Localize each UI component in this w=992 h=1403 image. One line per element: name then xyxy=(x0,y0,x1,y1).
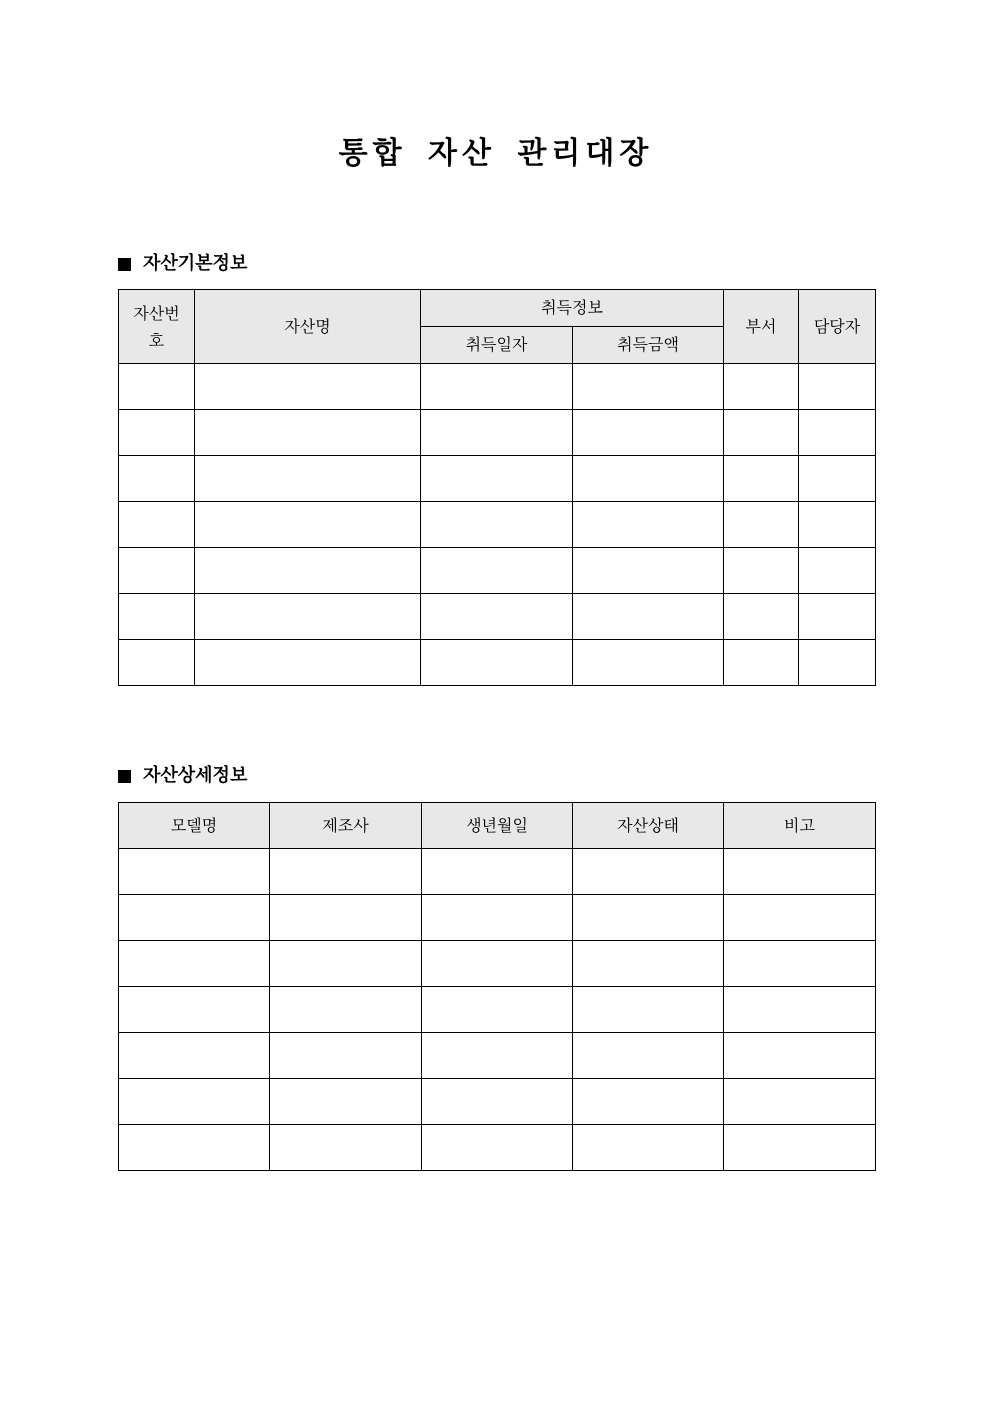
detail-info-cell-manufacturer[interactable] xyxy=(270,1125,422,1171)
detail-info-cell-manufacturer[interactable] xyxy=(270,895,422,941)
header-acquisition-amount: 취득금액 xyxy=(573,327,724,364)
basic-info-row xyxy=(119,456,876,502)
detail-info-row xyxy=(119,849,876,895)
basic-info-cell-department[interactable] xyxy=(724,548,799,594)
basic-info-row xyxy=(119,594,876,640)
basic-info-cell-acquisition-date[interactable] xyxy=(421,364,573,410)
basic-info-cell-acquisition-date[interactable] xyxy=(421,640,573,686)
basic-info-cell-manager[interactable] xyxy=(799,410,876,456)
basic-info-cell-asset-name[interactable] xyxy=(195,548,421,594)
detail-info-cell-manufacturer[interactable] xyxy=(270,1079,422,1125)
basic-info-cell-manager[interactable] xyxy=(799,502,876,548)
detail-info-row xyxy=(119,941,876,987)
basic-info-cell-asset-number[interactable] xyxy=(119,640,195,686)
basic-info-cell-department[interactable] xyxy=(724,410,799,456)
detail-info-cell-manufacturer[interactable] xyxy=(270,1033,422,1079)
detail-info-cell-birth-date[interactable] xyxy=(422,1125,573,1171)
basic-info-cell-asset-name[interactable] xyxy=(195,640,421,686)
basic-info-cell-asset-name[interactable] xyxy=(195,502,421,548)
basic-info-row xyxy=(119,364,876,410)
detail-info-cell-asset-status[interactable] xyxy=(573,941,724,987)
basic-info-cell-manager[interactable] xyxy=(799,364,876,410)
detail-info-row xyxy=(119,987,876,1033)
basic-info-cell-department[interactable] xyxy=(724,456,799,502)
detail-info-row xyxy=(119,1033,876,1079)
basic-info-cell-acquisition-amount[interactable] xyxy=(573,456,724,502)
detail-info-cell-manufacturer[interactable] xyxy=(270,849,422,895)
detail-info-cell-model-name[interactable] xyxy=(119,1125,270,1171)
header-acquisition-info: 취득정보 xyxy=(421,290,724,327)
detail-info-cell-birth-date[interactable] xyxy=(422,895,573,941)
basic-info-cell-department[interactable] xyxy=(724,594,799,640)
header-manager: 담당자 xyxy=(799,290,876,364)
basic-info-cell-manager[interactable] xyxy=(799,548,876,594)
detail-info-cell-remarks[interactable] xyxy=(724,849,876,895)
basic-info-cell-acquisition-amount[interactable] xyxy=(573,410,724,456)
detail-info-cell-model-name[interactable] xyxy=(119,849,270,895)
basic-info-cell-acquisition-date[interactable] xyxy=(421,456,573,502)
detail-info-cell-birth-date[interactable] xyxy=(422,1033,573,1079)
header-remarks: 비고 xyxy=(724,803,876,849)
detail-info-cell-remarks[interactable] xyxy=(724,941,876,987)
detail-info-cell-remarks[interactable] xyxy=(724,987,876,1033)
detail-info-cell-model-name[interactable] xyxy=(119,941,270,987)
basic-info-cell-asset-number[interactable] xyxy=(119,364,195,410)
detail-info-cell-model-name[interactable] xyxy=(119,1033,270,1079)
detail-info-cell-model-name[interactable] xyxy=(119,1079,270,1125)
asset-detail-info-table xyxy=(118,802,876,1171)
detail-info-cell-asset-status[interactable] xyxy=(573,849,724,895)
basic-info-cell-department[interactable] xyxy=(724,640,799,686)
detail-info-cell-birth-date[interactable] xyxy=(422,849,573,895)
basic-info-cell-asset-name[interactable] xyxy=(195,410,421,456)
section-heading-label: 자산상세정보 xyxy=(143,765,248,786)
detail-info-row xyxy=(119,1079,876,1125)
basic-info-cell-asset-name[interactable] xyxy=(195,456,421,502)
basic-info-cell-asset-number[interactable] xyxy=(119,410,195,456)
basic-info-cell-acquisition-date[interactable] xyxy=(421,548,573,594)
section-heading-label: 자산기본정보 xyxy=(143,253,248,274)
detail-info-cell-asset-status[interactable] xyxy=(573,1125,724,1171)
basic-info-cell-manager[interactable] xyxy=(799,594,876,640)
basic-info-cell-acquisition-amount[interactable] xyxy=(573,364,724,410)
header-birth-date: 생년월일 xyxy=(422,803,573,849)
basic-info-cell-department[interactable] xyxy=(724,502,799,548)
detail-info-row xyxy=(119,895,876,941)
detail-info-cell-manufacturer[interactable] xyxy=(270,987,422,1033)
header-acquisition-date: 취득일자 xyxy=(421,327,573,364)
basic-info-cell-acquisition-amount[interactable] xyxy=(573,594,724,640)
detail-info-cell-birth-date[interactable] xyxy=(422,941,573,987)
basic-info-row xyxy=(119,548,876,594)
detail-info-cell-remarks[interactable] xyxy=(724,1033,876,1079)
basic-info-row xyxy=(119,410,876,456)
detail-info-cell-asset-status[interactable] xyxy=(573,1079,724,1125)
detail-info-cell-birth-date[interactable] xyxy=(422,1079,573,1125)
page-title: 통합 자산 관리대장 xyxy=(338,136,654,171)
square-bullet-icon xyxy=(118,258,131,271)
detail-info-cell-asset-status[interactable] xyxy=(573,1033,724,1079)
basic-info-cell-asset-number[interactable] xyxy=(119,548,195,594)
section-heading-basic-info xyxy=(118,252,247,276)
detail-info-cell-asset-status[interactable] xyxy=(573,987,724,1033)
basic-info-cell-acquisition-amount[interactable] xyxy=(573,640,724,686)
basic-info-cell-acquisition-amount[interactable] xyxy=(573,502,724,548)
basic-info-cell-acquisition-date[interactable] xyxy=(421,594,573,640)
header-department: 부서 xyxy=(724,290,799,364)
detail-info-cell-remarks[interactable] xyxy=(724,895,876,941)
detail-info-cell-remarks[interactable] xyxy=(724,1125,876,1171)
basic-info-cell-acquisition-amount[interactable] xyxy=(573,548,724,594)
basic-info-row xyxy=(119,502,876,548)
basic-info-cell-acquisition-date[interactable] xyxy=(421,410,573,456)
basic-info-cell-acquisition-date[interactable] xyxy=(421,502,573,548)
detail-info-cell-model-name[interactable] xyxy=(119,987,270,1033)
basic-info-cell-department[interactable] xyxy=(724,364,799,410)
header-manufacturer: 제조사 xyxy=(270,803,422,849)
section-heading-detail-info xyxy=(118,764,247,788)
basic-info-row xyxy=(119,640,876,686)
detail-info-cell-birth-date[interactable] xyxy=(422,987,573,1033)
square-bullet-icon xyxy=(118,770,131,783)
header-asset-status: 자산상태 xyxy=(573,803,724,849)
detail-info-row xyxy=(119,1125,876,1171)
basic-info-cell-asset-name[interactable] xyxy=(195,364,421,410)
header-asset-number: 자산번 호 xyxy=(119,290,195,364)
detail-info-cell-manufacturer[interactable] xyxy=(270,941,422,987)
detail-info-cell-model-name[interactable] xyxy=(119,895,270,941)
asset-basic-info-table xyxy=(118,289,876,686)
basic-info-cell-asset-number[interactable] xyxy=(119,502,195,548)
header-model-name: 모델명 xyxy=(119,803,270,849)
basic-info-cell-asset-name[interactable] xyxy=(195,594,421,640)
basic-info-cell-manager[interactable] xyxy=(799,640,876,686)
header-asset-name: 자산명 xyxy=(195,290,421,364)
basic-info-cell-asset-number[interactable] xyxy=(119,594,195,640)
detail-info-cell-asset-status[interactable] xyxy=(573,895,724,941)
basic-info-cell-asset-number[interactable] xyxy=(119,456,195,502)
detail-info-cell-remarks[interactable] xyxy=(724,1079,876,1125)
basic-info-cell-manager[interactable] xyxy=(799,456,876,502)
